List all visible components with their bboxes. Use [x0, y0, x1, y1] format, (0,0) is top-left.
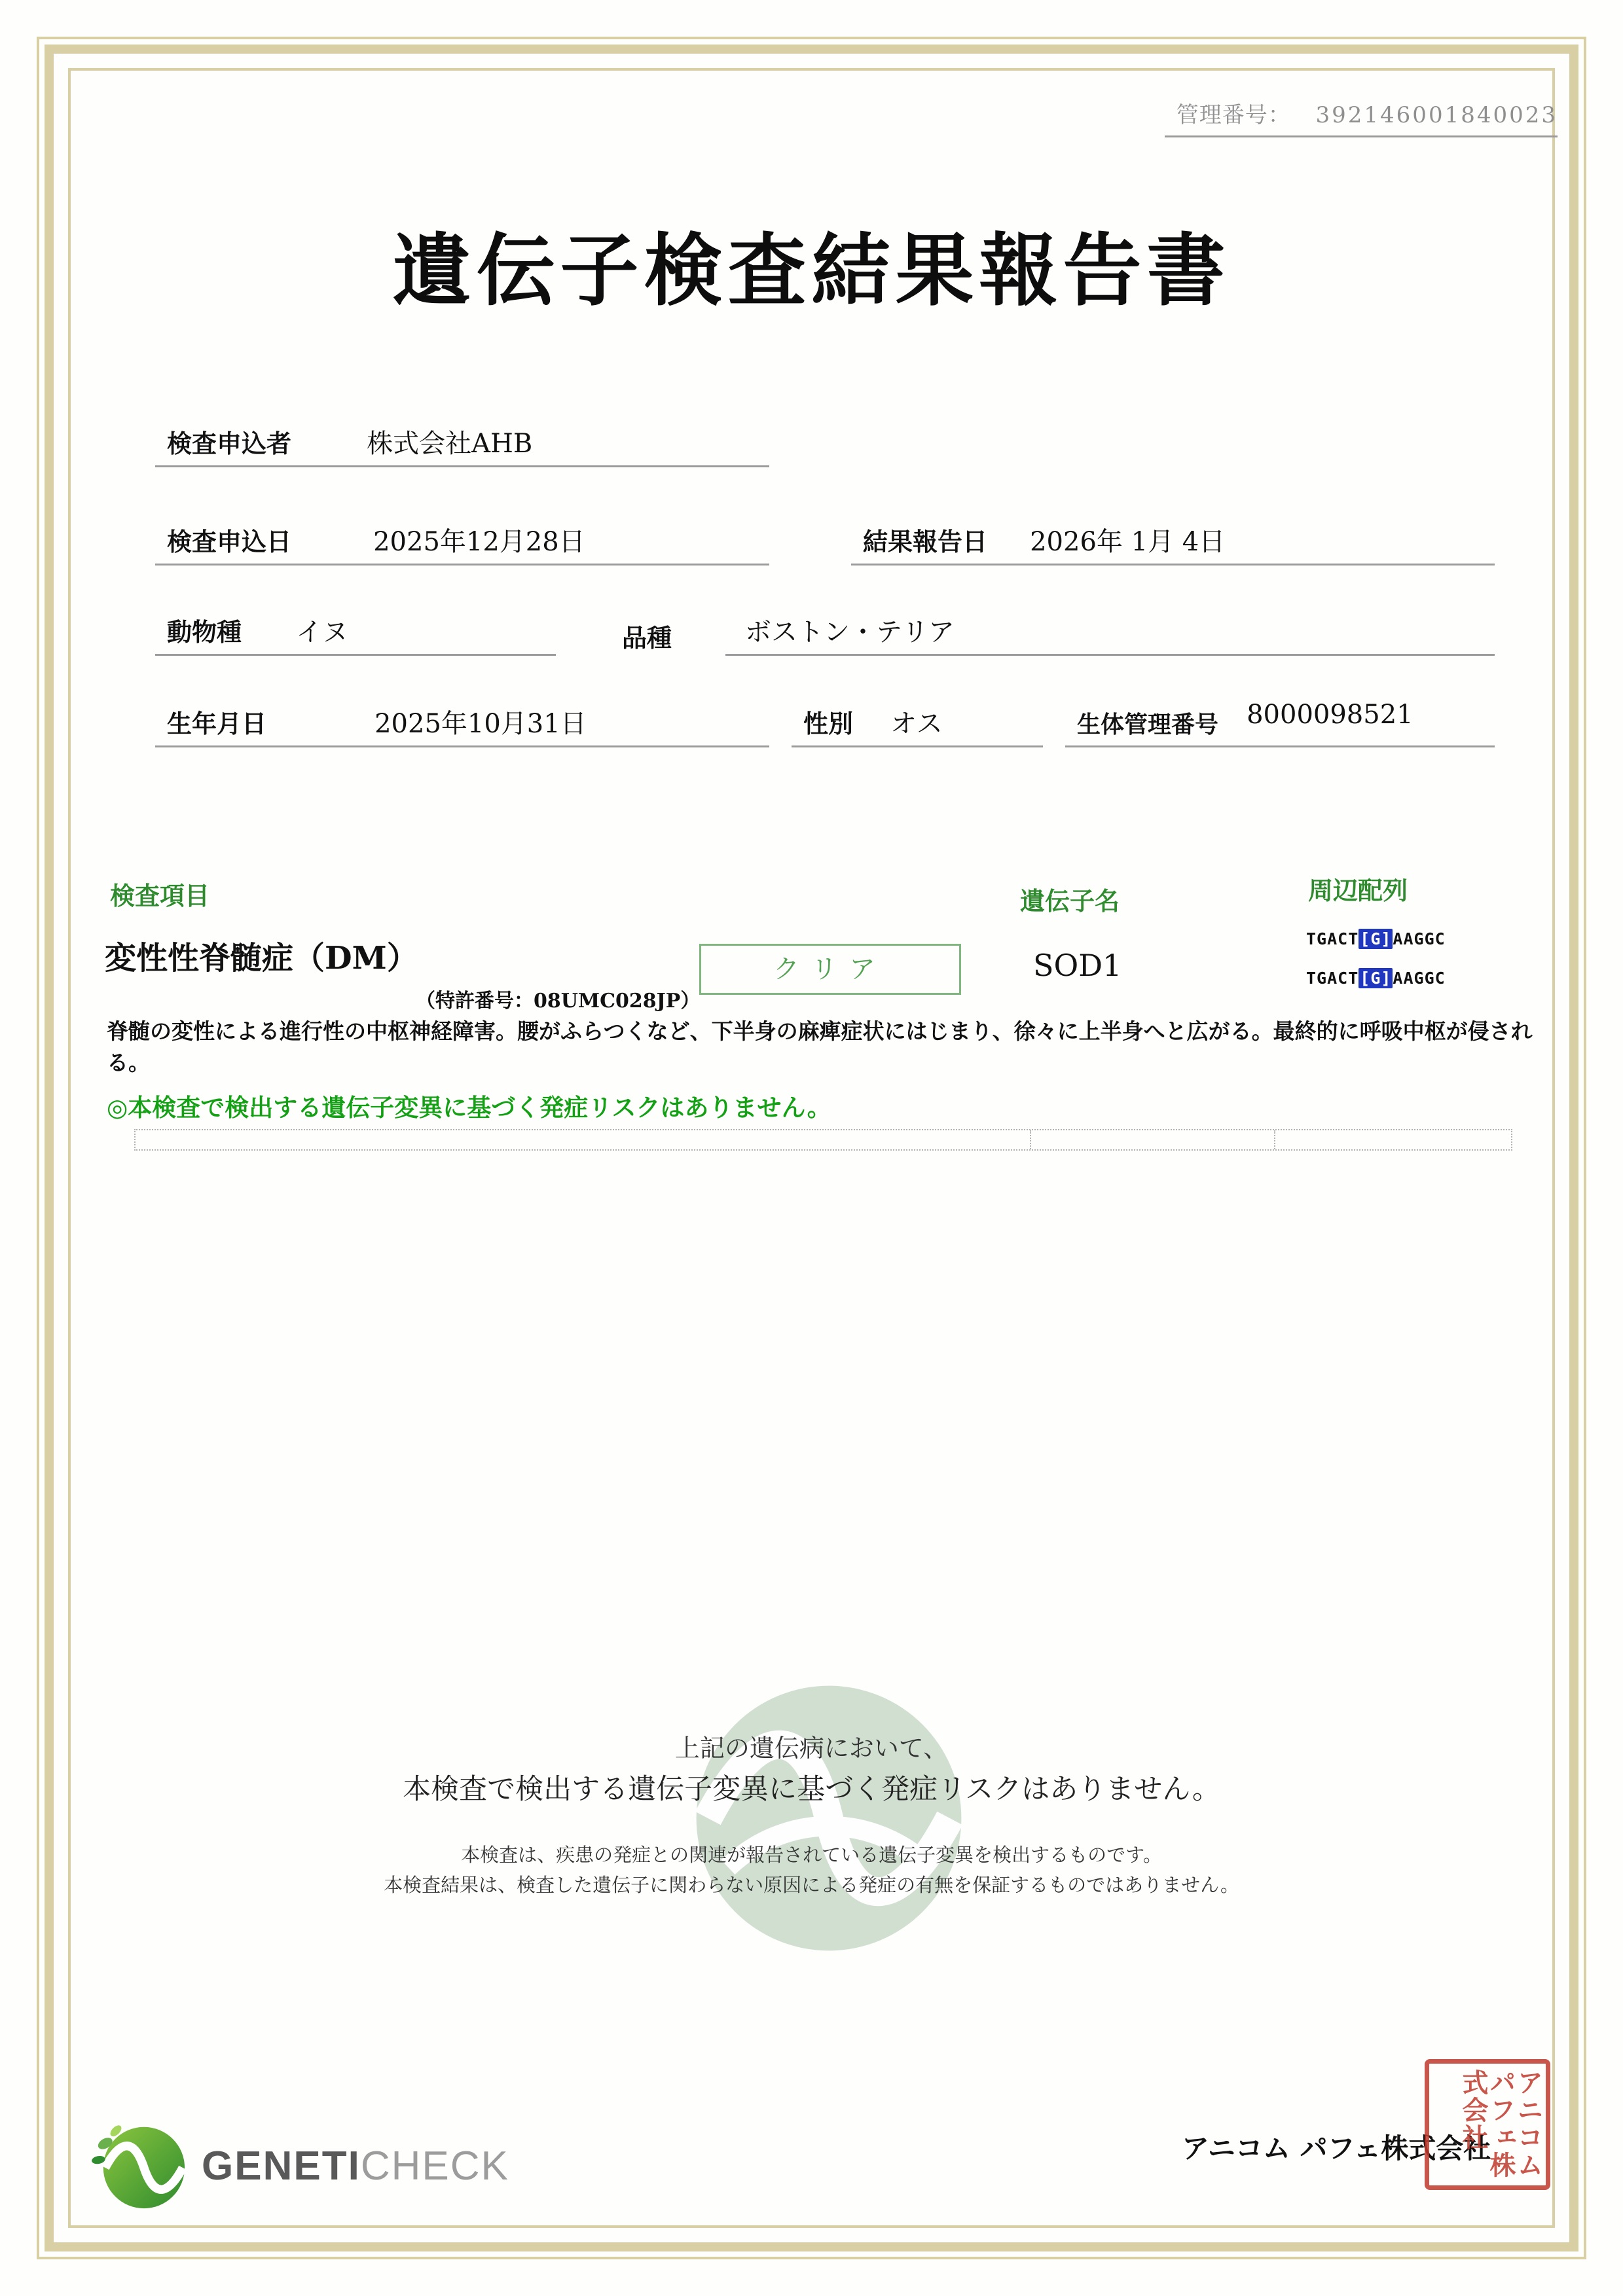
summary-note-2: 本検査結果は、検査した遺伝子に関わらない原因による発症の有無を保証するものではありません。 — [384, 1875, 1239, 1896]
disease-name: 変性性脊髄症（DM） — [105, 940, 418, 977]
breed-field — [725, 613, 1495, 656]
management-number-label: 管理番号： — [1176, 102, 1291, 128]
brand-wordmark — [202, 2143, 509, 2189]
patent-number: （特許番号：08UMC028JP） — [416, 990, 701, 1013]
allele-highlight: [G] — [1360, 929, 1392, 948]
summary-line-2: 本検査で検出する遺伝子変異に基づく発症リスクはありません。 — [403, 1774, 1220, 1805]
sex-field — [792, 704, 1043, 747]
species-value: イヌ — [296, 617, 349, 647]
sequence-prefix: TGACT — [1306, 969, 1359, 988]
sequence-suffix: AAGGC — [1393, 969, 1446, 988]
company-seal-stamp: アニコムパフェ株式会社 — [1425, 2059, 1550, 2190]
species-field — [155, 613, 556, 656]
column-separator — [1030, 1130, 1031, 1149]
species-label: 動物種 — [167, 617, 242, 647]
disease-description: 脊髄の変性による進行性の中枢神経障害。腰がふらつくなど、下半身の麻痺症状にはじまり、徐々に上半身へと広がる。最終的に呼吸中枢が侵される。 — [107, 1018, 1533, 1075]
summary-line-1: 上記の遺伝病において、 — [674, 1735, 949, 1763]
apply-date-value: 2025年12月28日 — [373, 527, 585, 557]
allele-highlight: [G] — [1360, 969, 1392, 988]
applicant-field — [155, 424, 769, 467]
bio-id-label: 生体管理番号 — [1077, 711, 1219, 738]
birth-date-value: 2025年10月31日 — [374, 709, 587, 739]
management-number-value: 392146001840023 — [1315, 102, 1558, 128]
empty-result-row — [134, 1129, 1512, 1151]
report-date-field — [851, 522, 1495, 565]
breed-label: 品種 — [622, 623, 672, 653]
breed-value: ボストン・テリア — [745, 617, 955, 647]
sex-label: 性別 — [803, 709, 854, 738]
watermark-logo — [685, 1674, 973, 1962]
bio-id-field — [1065, 700, 1495, 747]
summary-note-1: 本検査は、疾患の発症との関連が報告されている遺伝子変異を検出するものです。 — [461, 1845, 1162, 1866]
applicant-label: 検査申込者 — [167, 429, 292, 458]
apply-date-label: 検査申込日 — [167, 527, 292, 556]
management-number — [1165, 97, 1558, 137]
gene-name-value: SOD1 — [1033, 948, 1122, 983]
birth-date-field — [155, 704, 769, 747]
sex-value: オス — [890, 709, 943, 739]
brand-text-primary: GENETI — [202, 2143, 361, 2189]
page-title: 遺伝子検査結果報告書 — [392, 224, 1231, 317]
sequence-suffix: AAGGC — [1393, 929, 1446, 948]
sequence-line-1 — [1306, 929, 1446, 948]
sequence-prefix: TGACT — [1306, 929, 1359, 948]
apply-date-field — [155, 522, 769, 565]
birth-date-label: 生年月日 — [167, 709, 267, 738]
risk-note: ◎本検査で検出する遺伝子変異に基づく発症リスクはありません。 — [107, 1093, 831, 1122]
report-date-label: 結果報告日 — [863, 527, 988, 556]
column-separator — [1274, 1130, 1275, 1149]
result-status-badge: クリア — [699, 944, 961, 995]
bio-id-value: 8000098521 — [1247, 700, 1413, 730]
report-date-value: 2026年 1月 4日 — [1030, 527, 1226, 557]
sequence-header: 周辺配列 — [1308, 876, 1408, 905]
applicant-value: 株式会社AHB — [367, 429, 533, 459]
gene-name-header: 遺伝子名 — [1020, 886, 1120, 916]
watermark-circle-icon — [685, 1674, 973, 1962]
geneticheck-logo — [92, 2117, 509, 2214]
test-item-header: 検査項目 — [110, 881, 210, 910]
sequence-line-2 — [1306, 969, 1446, 988]
company-name: アニコム パフェ株式会社 — [1182, 2132, 1491, 2164]
geneticheck-logo-icon — [92, 2117, 189, 2214]
brand-text-secondary: CHECK — [360, 2143, 509, 2189]
